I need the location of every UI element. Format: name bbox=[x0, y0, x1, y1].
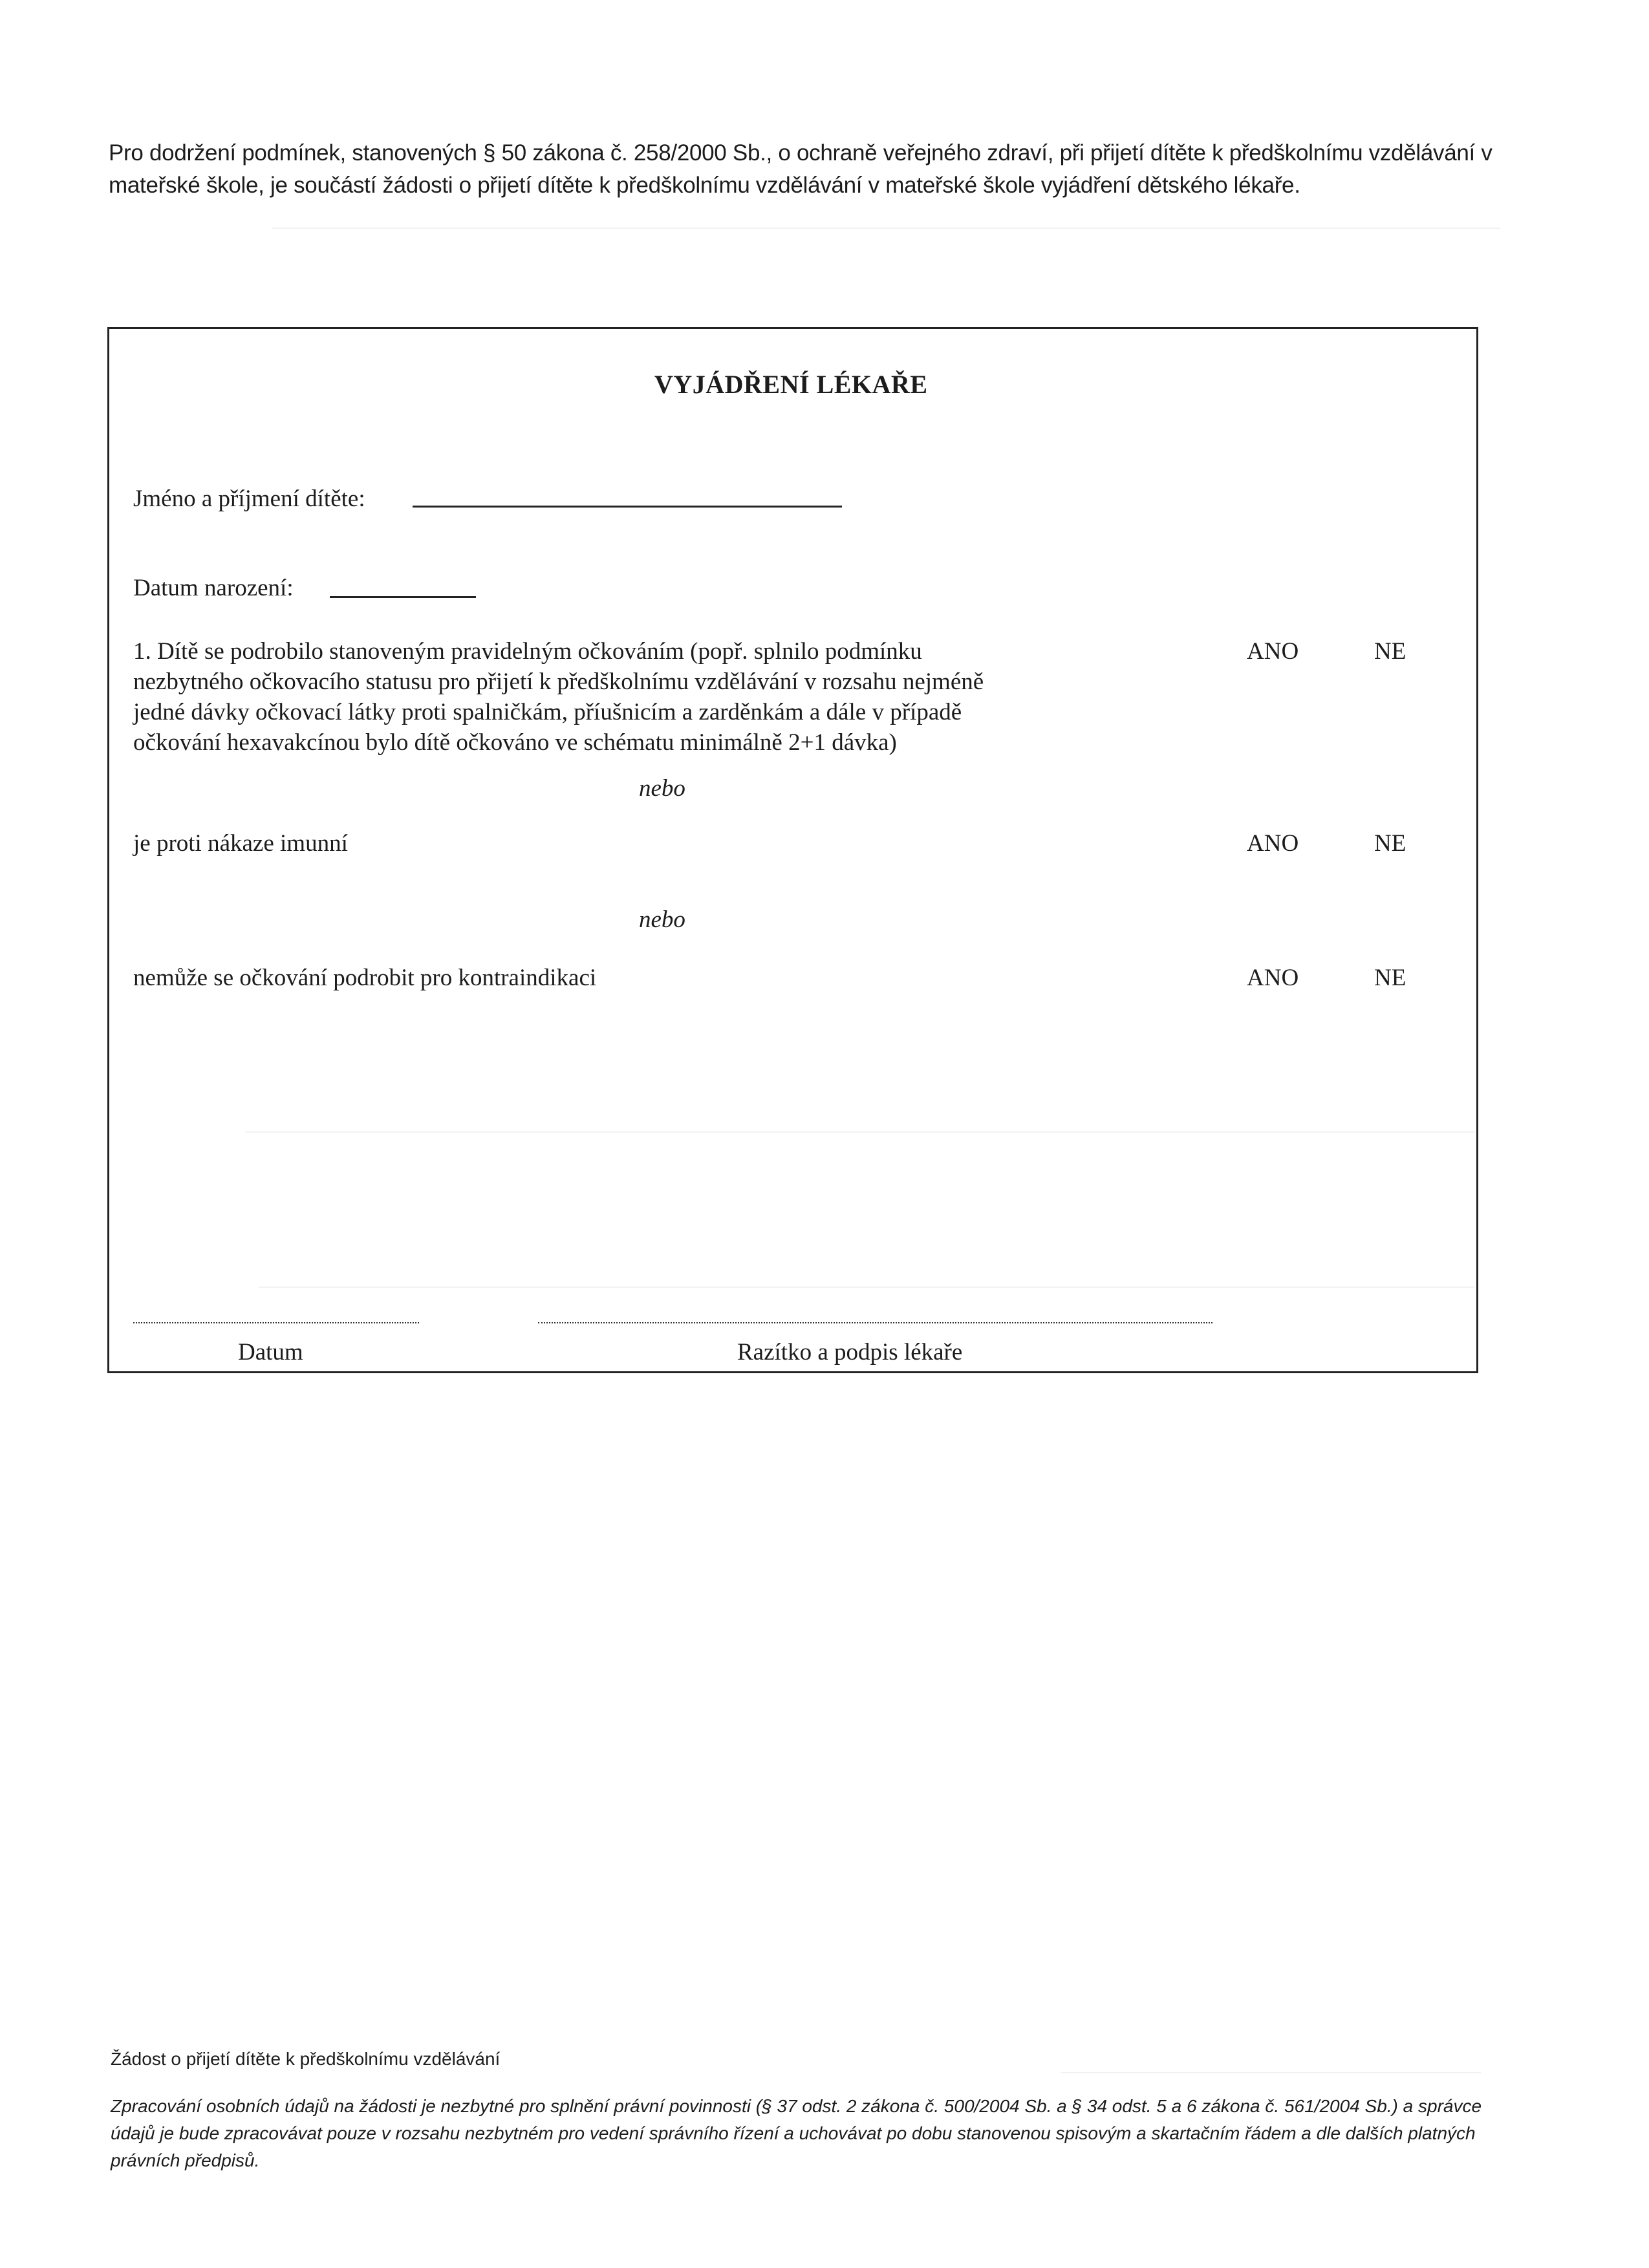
intro-paragraph: Pro dodržení podmínek, stanovených § 50 zákona č. 258/2000 Sb., o ochraně veřejného zdraví, při přijetí dítěte k předškolnímu vzdělávání v mateřské škole, je součástí žádosti o přijetí dítěte k předškolnímu vzdělávání v mateřské škole vyjádření dětského lékaře. bbox=[109, 140, 1493, 198]
vaccination-question-line-4: očkování hexavakcínou bylo dítě očkováno ve schématu minimálně 2+1 dávka) bbox=[133, 729, 897, 756]
doctor-signature-line[interactable] bbox=[538, 1322, 1212, 1323]
answer-yes-3[interactable]: ANO bbox=[1247, 965, 1299, 991]
child-name-field[interactable] bbox=[413, 506, 842, 508]
answer-yes-1[interactable]: ANO bbox=[1247, 638, 1299, 665]
contraindication-question: nemůže se očkování podrobit pro kontraindikaci bbox=[133, 965, 597, 991]
or-separator-2: nebo bbox=[639, 906, 685, 933]
vaccination-question-line-3: jedné dávky očkovací látky proti spalničkám, příušnicím a zarděnkám a dále v případě bbox=[133, 699, 962, 725]
immune-question: je proti nákaze imunní bbox=[133, 830, 348, 857]
footer-privacy-note: Zpracování osobních údajů na žádosti je nezbytné pro splnění právní povinnosti (§ 37 odst. 2 zákona č. 500/2004 Sb. a § 34 odst. 5 a 6 zákona č. 561/2004 Sb.) a správce údajů je bude zpracovávat pouze v rozsahu nezbytném pro vedení správního řízení a uchovávat po dobu stanovenou spisovým a skartačním řádem a dle dalších platných právních předpisů. bbox=[111, 2096, 1482, 2170]
child-name-label: Jméno a příjmení dítěte: bbox=[133, 486, 365, 512]
date-label: Datum bbox=[238, 1339, 303, 1365]
or-separator-1: nebo bbox=[639, 775, 685, 802]
vaccination-question-line-1: 1. Dítě se podrobilo stanoveným pravidelným očkováním (popř. splnilo podmínku bbox=[133, 638, 922, 665]
form-title: VYJÁDŘENÍ LÉKAŘE bbox=[654, 370, 928, 399]
birth-date-field[interactable] bbox=[330, 596, 476, 598]
answer-yes-2[interactable]: ANO bbox=[1247, 830, 1299, 857]
scan-artifact-line bbox=[272, 228, 1500, 229]
footer-title: Žádost o přijetí dítěte k předškolnímu vzdělávání bbox=[111, 2049, 501, 2069]
signature-label: Razítko a podpis lékaře bbox=[737, 1339, 963, 1365]
answer-no-1[interactable]: NE bbox=[1374, 638, 1406, 665]
birth-date-label: Datum narození: bbox=[133, 575, 294, 601]
answer-no-3[interactable]: NE bbox=[1374, 965, 1406, 991]
answer-no-2[interactable]: NE bbox=[1374, 830, 1406, 857]
vaccination-question-line-2: nezbytného očkovacího statusu pro přijetí k předškolnímu vzdělávání v rozsahu nejméně bbox=[133, 669, 984, 695]
scan-artifact-line bbox=[1061, 2072, 1481, 2073]
date-signature-line[interactable] bbox=[133, 1322, 419, 1323]
